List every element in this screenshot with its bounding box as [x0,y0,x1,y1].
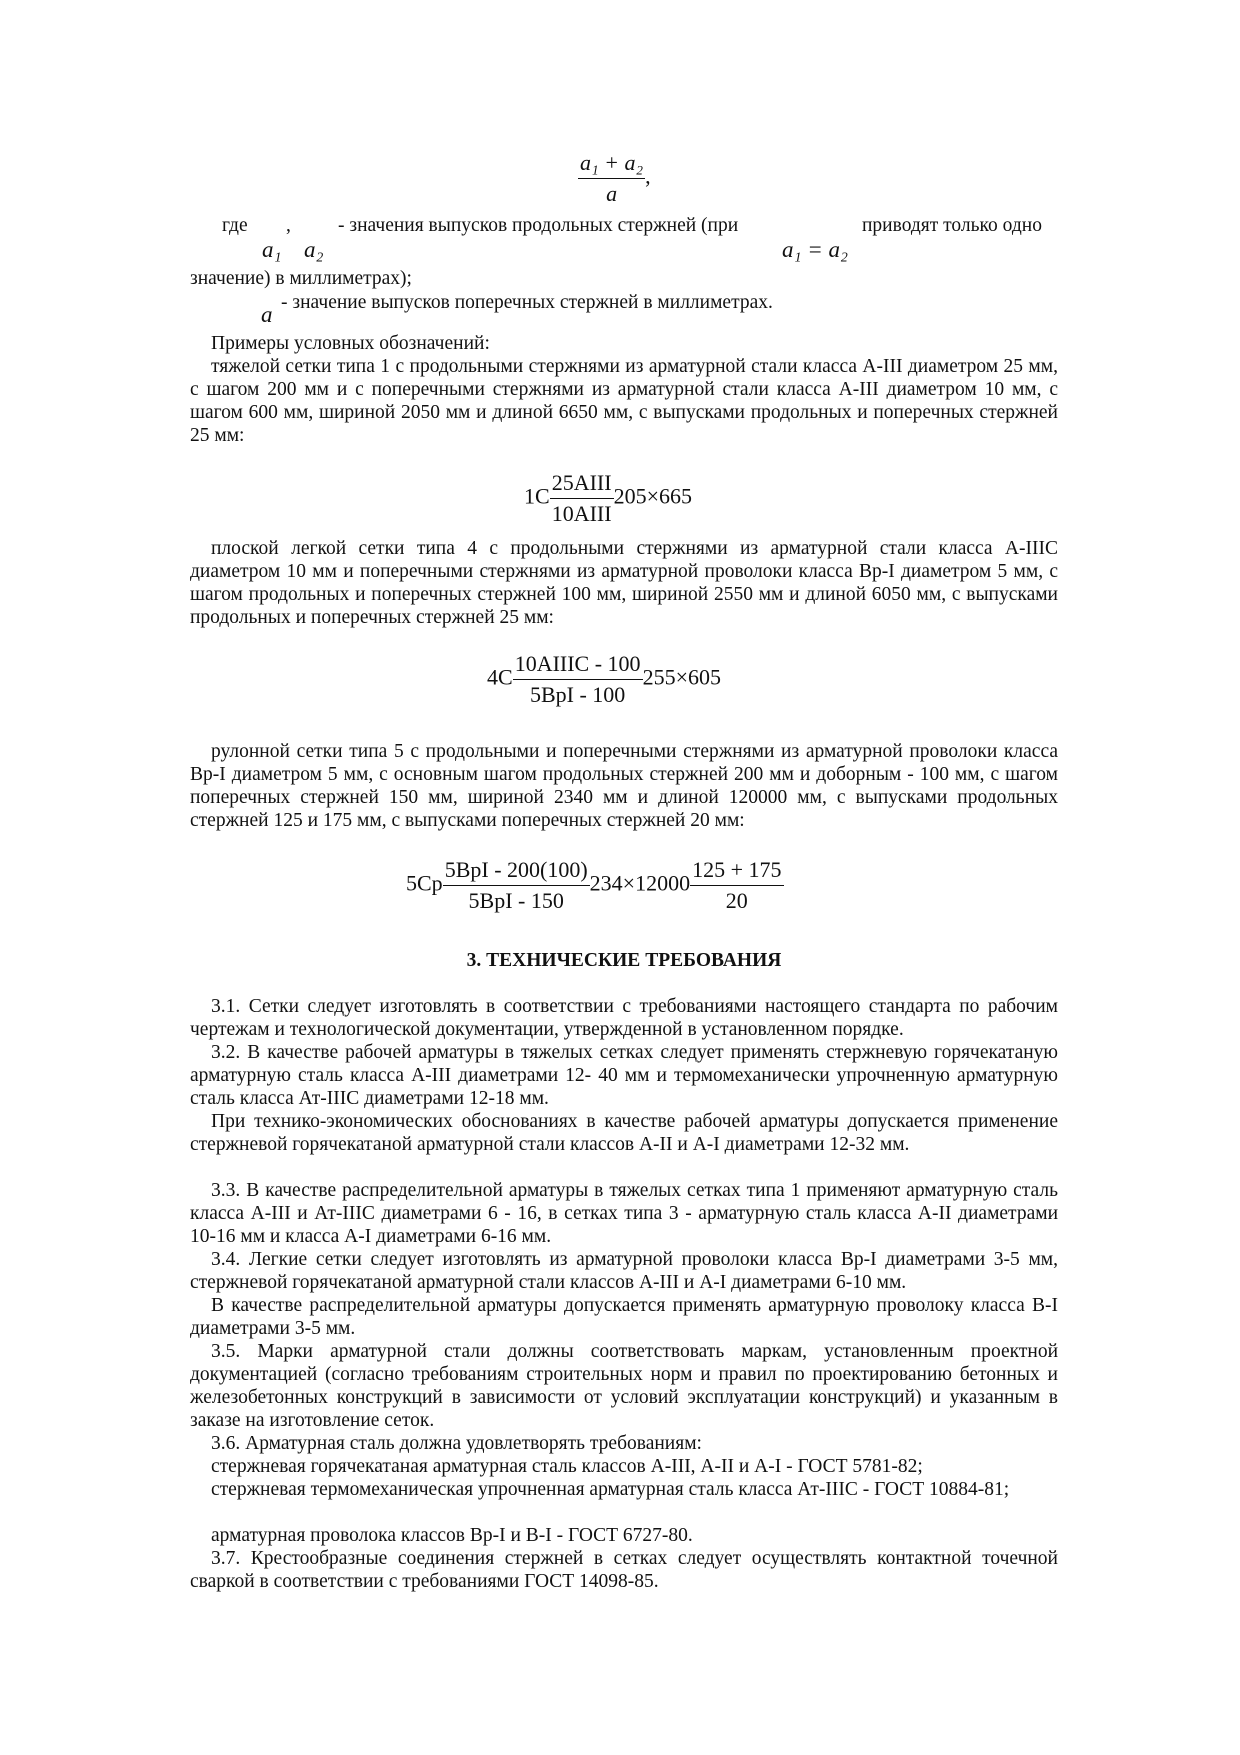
paragraph-3-3: 3.3. В качестве распределительной арматуры в тяжелых сетках типа 1 применяют арматурную сталь класса А-III и Ат-IIIС диаметрами 6 - 16, в сетках типа 3 - арматурную сталь класса А-II диаметрами 10-16 мм и класса А-I диаметрами 6-16 мм. [190,1180,1058,1247]
example-3-text: рулонной сетки типа 5 с продольными и поперечными стержнями из арматурной проволоки класса Вр-I диаметром 5 мм, с основным шагом продольных стержней 200 мм и доборным - 100 мм, с шагом поперечных стержней 150 мм, шириной 2340 мм и длиной 120000 мм, с выпусками продольных стержней 125 и 175 мм, с выпусками поперечных стержней 20 мм: [190,741,1058,831]
formula-1 [524,470,692,527]
paragraph-3-5: 3.5. Марки арматурной стали должны соответствовать маркам, установленным проектной документацией (согласно требованиям строительных норм и правил по проектированию бетонных и железобетонных конструкций в зависимости от условий эксплуатации конструкций) и указанным в заказе на изготовление сеток. [190,1341,1058,1431]
section-heading: 3. ТЕХНИЧЕСКИЕ ТРЕБОВАНИЯ [466,950,782,971]
paragraph-3-7: 3.7. Крестообразные соединения стержней в сетках следует осуществлять контактной точечной сваркой в соответствии с требованиями ГОСТ 14098-85. [190,1548,1058,1592]
paragraph-3-4: 3.4. Легкие сетки следует изготовлять из арматурной проволоки класса Вр-I диаметрами 3-5 мм, стержневой горячекатаной арматурной стали классов А-III и А-I диаметрами 6-10 мм. [190,1249,1058,1293]
paragraph-3-2b: При технико-экономических обоснованиях в качестве рабочей арматуры допускается применение стержневой горячекатаной арматурной стали классов А-II и А-I диаметрами 12-32 мм. [190,1111,1058,1155]
formula-2 [487,651,721,708]
formula-1-suffix: 205×665 [613,483,692,509]
formula-top [578,150,651,207]
paragraph-3-6b: стержневая термомеханическая упрочненная арматурная сталь класса Ат-IIIС - ГОСТ 10884-81; [211,1479,1010,1500]
fraction-denominator: 5BpI - 150 [468,888,564,913]
condition-a1-equals-a2: a₁ = a₂ [782,237,849,262]
fraction [443,857,590,914]
a-description: - значение выпусков поперечных стержней в миллиметрах. [281,292,773,313]
example-2-text: плоской легкой сетки типа 4 с продольными стержнями из арматурной стали класса А-IIIС диаметром 10 мм и поперечными стержнями из арматурной проволоки класса Вр-I диаметром 5 мм, с шагом продольных и поперечных стержней 100 мм, шириной 2550 мм и длиной 6050 мм, с выпусками продольных и поперечных стержней 25 мм: [190,538,1058,628]
paragraph-3-4b: В качестве распределительной арматуры допускается применять арматурную проволоку класса В-I диаметрами 3-5 мм. [190,1295,1058,1339]
formula-1-prefix: 1С [524,483,550,509]
where-comma: , [286,215,291,236]
variable-a: a [261,302,273,327]
fraction-numerator: 25AIII [550,470,614,499]
example-1-text: тяжелой сетки типа 1 с продольными стержнями из арматурной стали класса А-III диаметром 25 мм, с шагом 200 мм и с поперечными стержнями из арматурной стали класса А-III диаметром 10 мм, с шагом 600 мм, шириной 2050 мм и длиной 6650 мм, с выпусками продольных и поперечных стержней 25 мм: [190,356,1058,446]
paragraph-3-6a: стержневая горячекатаная арматурная сталь классов А-III, А-II и А-I - ГОСТ 5781-82; [211,1456,923,1477]
fraction [550,470,614,527]
variable-a1: a₁ [262,237,282,262]
fraction-denominator: 20 [725,888,748,913]
where-label: где [222,215,248,236]
fraction-denominator: 10AIII [551,501,612,526]
examples-heading: Примеры условных обозначений: [211,333,490,354]
fraction-denominator: a [606,181,618,206]
formula-3 [406,857,784,914]
where-continuation: значение) в миллиметрах); [190,268,412,289]
formula-3-prefix: 5Cp [406,870,443,896]
fraction [513,651,643,708]
fraction [578,150,645,207]
fraction [690,857,783,914]
fraction-numerator: 5BpI - 200(100) [443,857,590,886]
paragraph-3-2: 3.2. В качестве рабочей арматуры в тяжелых сетках следует применять стержневую горячекатаную арматурную сталь класса А-III диаметрами 12- 40 мм и термомеханически упрочненную арматурную сталь класса Ат-IIIС диаметрами 12-18 мм. [190,1042,1058,1109]
paragraph-3-1: 3.1. Сетки следует изготовлять в соответствии с требованиями настоящего стандарта по рабочим чертежам и технологической документации, утвержденной в установленном порядке. [190,996,1058,1040]
formula-3-middle: 234×12000 [589,870,691,896]
formula-2-prefix: 4С [487,664,513,690]
where-description: - значения выпусков продольных стержней (при [338,215,739,236]
formula-2-suffix: 255×605 [642,664,721,690]
fraction-numerator: a₁ + a₂ [578,150,645,179]
where-tail: приводят только одно [862,215,1042,236]
fraction-denominator: 5BpI - 100 [529,682,626,707]
paragraph-3-6: 3.6. Арматурная сталь должна удовлетворять требованиям: [211,1433,702,1454]
fraction-numerator: 125 + 175 [690,857,783,886]
paragraph-3-6c: арматурная проволока классов Вр-I и В-I - ГОСТ 6727-80. [211,1525,693,1546]
formula-suffix: , [645,163,651,189]
variable-a2: a₂ [304,237,324,262]
fraction-numerator: 10AIIIC - 100 [513,651,643,680]
